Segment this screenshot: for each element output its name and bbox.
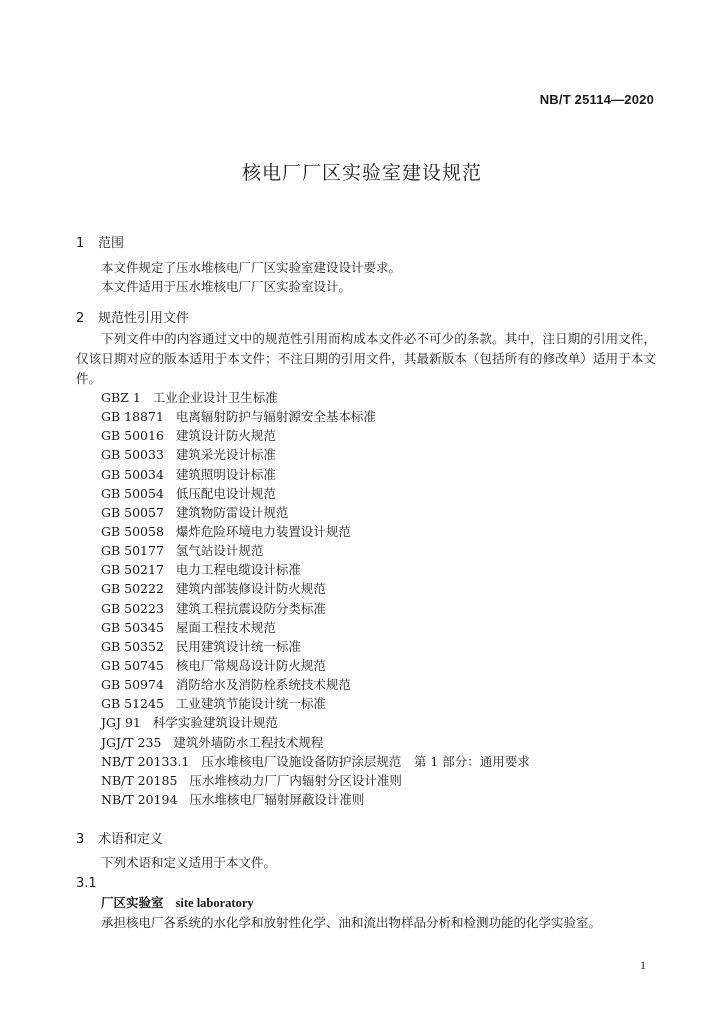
reference-code: NB/T 20185: [101, 772, 178, 788]
reference-title: 工业建筑节能设计统一标准: [175, 696, 326, 712]
standard-code: NB/T 25114—2020: [539, 92, 654, 107]
section-heading-scope: [76, 232, 124, 251]
reference-code: GB 50057: [101, 504, 164, 520]
reference-item: [101, 484, 530, 503]
reference-item: [101, 522, 530, 541]
section-title: 范围: [98, 236, 125, 251]
reference-item: [101, 771, 530, 790]
reference-item: [101, 713, 530, 732]
reference-item: [101, 656, 530, 675]
section-title: 术语和定义: [98, 832, 164, 847]
reference-item: [101, 407, 530, 426]
reference-title: 压水堆核动力厂厂内辐射分区设计准则: [189, 772, 402, 788]
reference-code: GB 50016: [101, 428, 164, 444]
reference-title: 压水堆核电厂辐射屏蔽设计准则: [189, 791, 365, 807]
reference-title: 消防给水及消防栓系统技术规范: [175, 677, 351, 693]
reference-item: [101, 694, 530, 713]
reference-code: GB 50345: [101, 619, 164, 635]
reference-title: 屋面工程技术规范: [175, 619, 276, 635]
reference-item: [101, 560, 530, 579]
reference-code: GB 50034: [101, 466, 164, 482]
reference-code: GB 18871: [101, 409, 164, 425]
reference-code: GB 50222: [101, 581, 164, 597]
reference-list: [101, 388, 530, 809]
reference-code: GB 50974: [101, 677, 164, 693]
reference-item: [101, 445, 530, 464]
reference-code: NB/T 20194: [101, 791, 178, 807]
reference-code: GB 51245: [101, 696, 164, 712]
reference-code: GB 50177: [101, 543, 164, 559]
reference-title: 建筑采光设计标准: [175, 447, 276, 463]
reference-item: [101, 426, 530, 445]
reference-code: GB 50352: [101, 638, 164, 654]
section-number: 2: [76, 311, 85, 326]
reference-item: [101, 541, 530, 560]
section-title: 规范性引用文件: [98, 311, 190, 326]
term-definition: 承担核电厂各系统的水化学和放射性化学、油和流出物样品分析和检测功能的化学实验室。: [101, 915, 602, 930]
reference-item: [101, 465, 530, 484]
reference-title: 电离辐射防护与辐射源安全基本标准: [175, 409, 376, 425]
reference-code: JGJ/T 235: [101, 734, 162, 750]
reference-title: 科学实验建筑设计规范: [152, 715, 278, 731]
reference-title: 建筑物防雷设计规范: [175, 504, 289, 520]
reference-code: GB 50745: [101, 657, 164, 673]
reference-item: [101, 790, 530, 809]
reference-title: 民用建筑设计统一标准: [175, 638, 301, 654]
reference-title: 电力工程电缆设计标准: [175, 562, 301, 578]
scope-line: 本文件适用于压水堆核电厂厂区实验室设计。: [101, 279, 352, 294]
reference-code: GB 50223: [101, 600, 164, 616]
reference-title: 建筑照明设计标准: [175, 466, 276, 482]
reference-item: [101, 599, 530, 618]
reference-code: GBZ 1: [101, 390, 141, 405]
term-name-zh: 厂区实验室: [101, 895, 164, 910]
term-name: [101, 893, 254, 911]
reference-title: 工业企业设计卫生标准: [152, 390, 278, 405]
section-number: 1: [76, 236, 85, 251]
reference-title: 建筑设计防火规范: [175, 428, 276, 444]
reference-code: GB 50217: [101, 562, 164, 578]
reference-title: 建筑外墙防水工程技术规程: [173, 734, 324, 750]
reference-item: [101, 503, 530, 522]
reference-code: NB/T 20133.1: [101, 753, 190, 769]
term-name-en: site laboratory: [175, 896, 254, 910]
section-number: 3: [76, 832, 85, 847]
reference-title: 压水堆核电厂设施设备防护涂层规范 第 1 部分：通用要求: [201, 753, 530, 769]
reference-title: 爆炸危险环境电力装置设计规范: [175, 523, 351, 539]
reference-code: JGJ 91: [101, 715, 141, 731]
reference-title: 建筑内部装修设计防火规范: [175, 581, 326, 597]
reference-title: 核电厂常规岛设计防火规范: [175, 657, 326, 673]
reference-item: [101, 618, 530, 637]
section-heading-terms: [76, 828, 163, 847]
reference-code: GB 50033: [101, 447, 164, 463]
scope-line: 本文件规定了压水堆核电厂厂区实验室建设设计要求。: [101, 260, 402, 275]
reference-item: [101, 388, 530, 407]
page-number: 1: [640, 958, 646, 972]
reference-item: [101, 752, 530, 771]
reference-item: [101, 637, 530, 656]
reference-code: GB 50054: [101, 485, 164, 501]
reference-title: 建筑工程抗震设防分类标准: [175, 600, 326, 616]
reference-item: [101, 579, 530, 598]
reference-title: 氢气站设计规范: [175, 543, 264, 559]
term-number: 3.1: [76, 876, 97, 891]
reference-code: GB 50058: [101, 523, 164, 539]
reference-item: [101, 675, 530, 694]
reference-title: 低压配电设计规范: [175, 485, 276, 501]
reference-item: [101, 733, 530, 752]
terms-intro: 下列术语和定义适用于本文件。: [101, 855, 277, 870]
section-heading-normative-refs: [76, 307, 189, 326]
document-title: 核电厂厂区实验室建设规范: [241, 162, 482, 184]
normative-refs-intro: 下列文件中的内容通过文中的规范性引用而构成本文件必不可少的条款。其中，注日期的引用文件，仅该日期对应的版本适用于本文件；不注日期的引用文件，其最新版本（包括所有的修改单）适用于本文件。: [76, 331, 656, 386]
